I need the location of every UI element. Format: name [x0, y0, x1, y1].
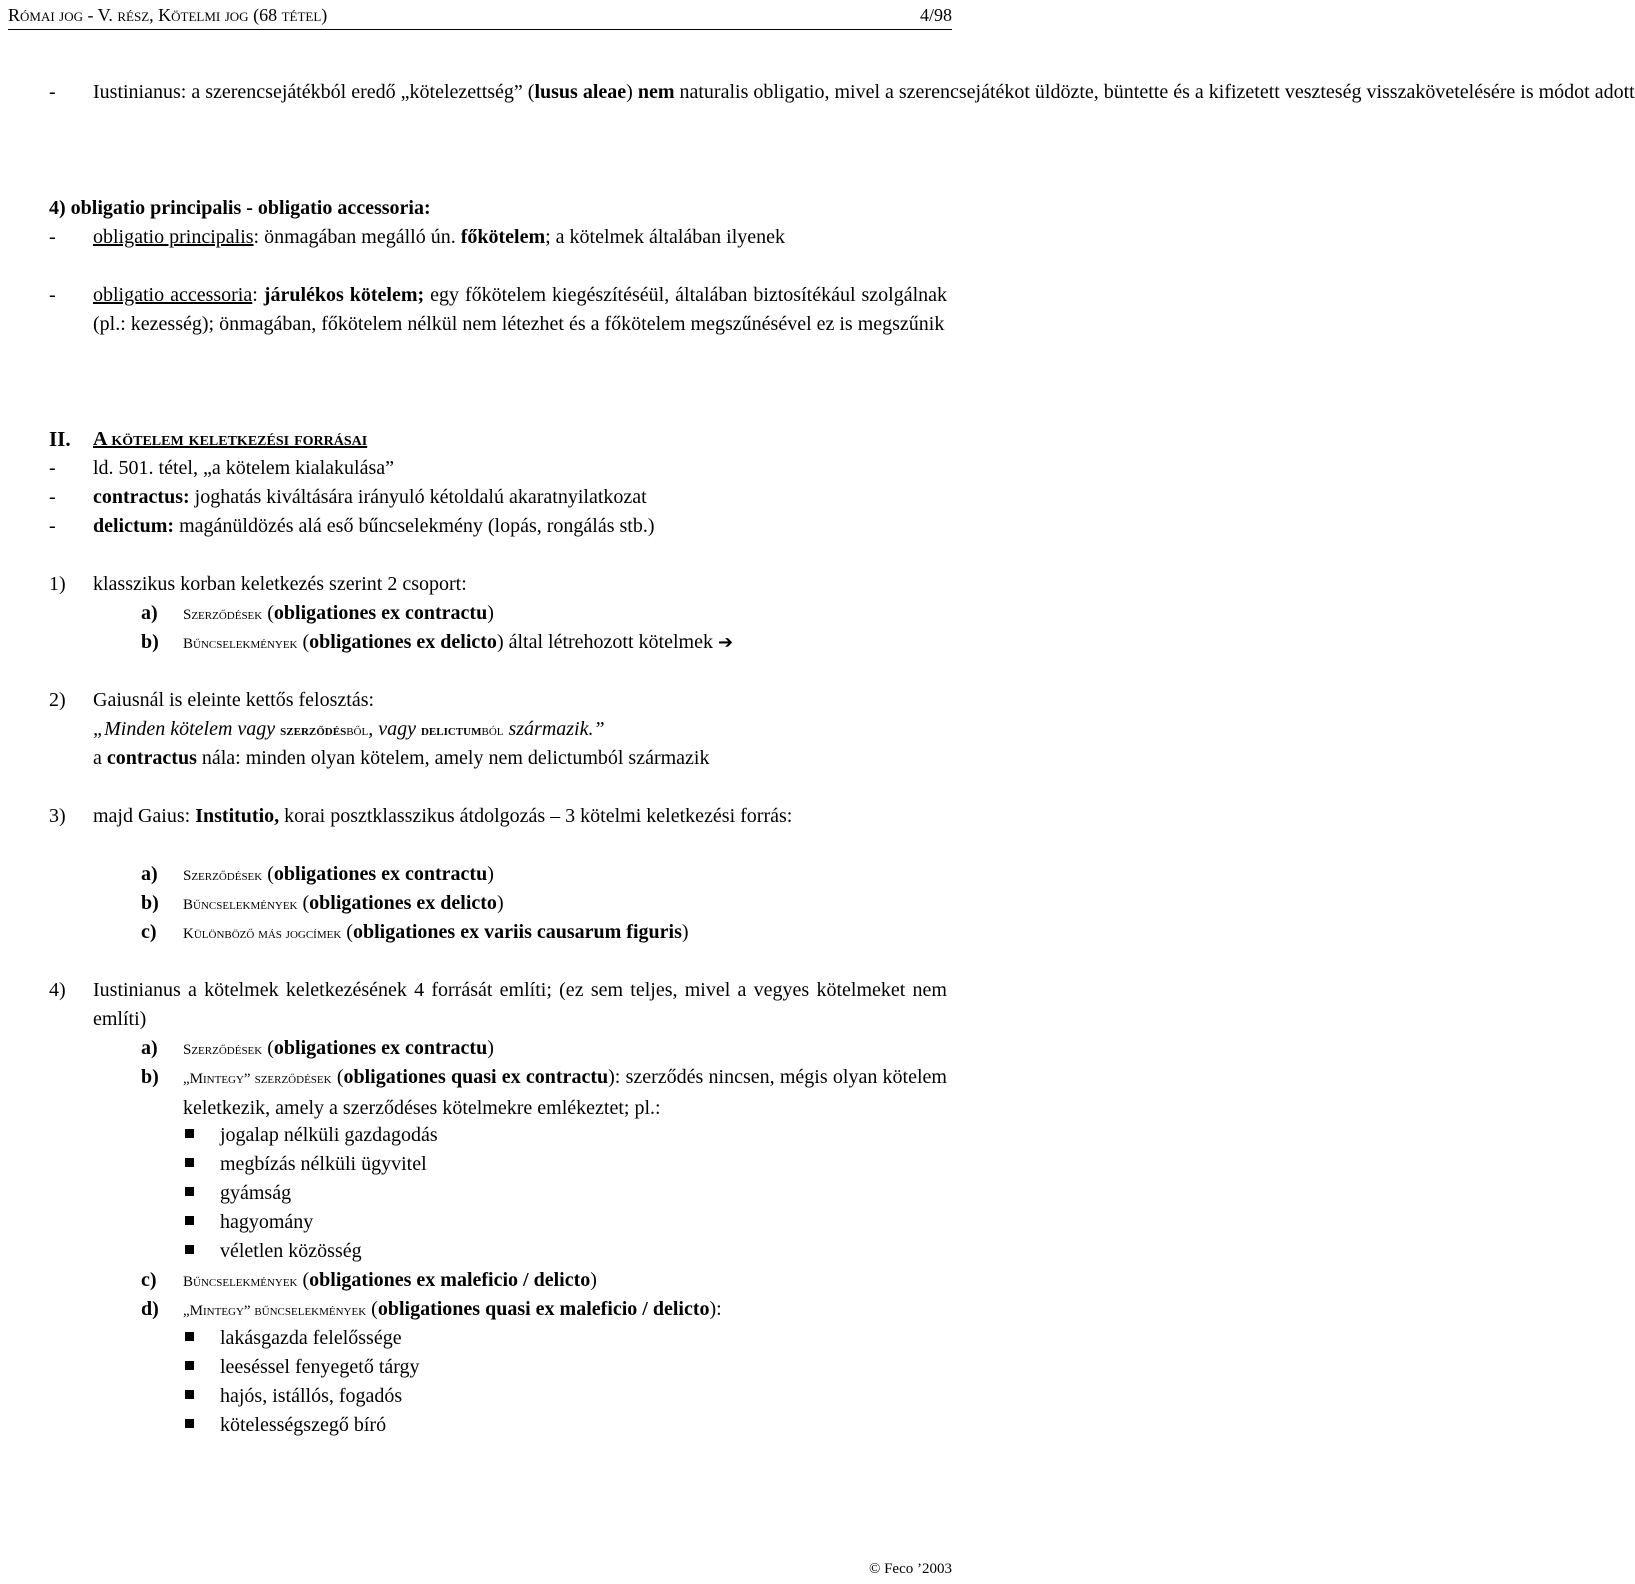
section-4-heading: 4) obligatio principalis - obligatio accessoria:: [49, 197, 431, 219]
point-4-d-list: [49, 1324, 947, 1440]
square-bullet-icon: [185, 1129, 194, 1138]
square-bullet-icon: [185, 1419, 194, 1428]
list-item: jogalap nélküli gazdagodás: [185, 1121, 438, 1150]
list-item: véletlen közösség: [185, 1237, 362, 1266]
list-item: megbízás nélküli ügyvitel: [185, 1150, 427, 1179]
square-bullet-icon: [185, 1216, 194, 1225]
square-bullet-icon: [185, 1245, 194, 1254]
section-ii-title: A kötelem keletkezési forrásai: [93, 428, 368, 450]
page-header: [8, 0, 952, 30]
point-3: 3) majd Gaius: Institutio, korai posztklasszikus átdolgozás – 3 kötelmi keletkezési forrás:: [49, 805, 793, 827]
page-footer: © Feco ’2003: [868, 1561, 952, 1577]
point-4-b-list: [49, 1121, 947, 1266]
page-number: 4/98: [919, 5, 952, 25]
point-4-b: b) „Mintegy” szerződések (obligationes quasi ex contractu): szerződés nincsen, mégis olyan kötelem keletkezik, amely a szerződéses kötelmekre emlékeztet; pl.:: [141, 1066, 947, 1119]
list-item: leeséssel fenyegető tárgy: [185, 1353, 420, 1382]
right-arrow-icon: ➔: [717, 632, 734, 653]
square-bullet-icon: [185, 1361, 194, 1370]
iustinianus-paragraph: - Iustinianus: a szerencsejátékból eredő „kötelezettség” (lusus aleae) nem naturalis obligatio, mivel a szerencsejátékot üldözte, büntette és a kifizetett veszteség visszakövetelésére is módot adott: [49, 81, 1635, 103]
principalis-item: - obligatio principalis: önmagában megálló ún. főkötelem; a kötelmek általában ilyenek: [49, 226, 786, 248]
header-title: Római jog - V. rész, Kötelmi jog (68 tétel): [8, 5, 328, 25]
section-ii-heading: II. A kötelem keletkezési forrásai: [49, 425, 947, 455]
square-bullet-icon: [185, 1158, 194, 1167]
list-item: hajós, istállós, fogadós: [185, 1382, 402, 1411]
list-item: hagyomány: [185, 1208, 313, 1237]
list-item: kötelességszegő bíró: [185, 1411, 386, 1440]
list-item: gyámság: [185, 1179, 291, 1208]
point-4: 4) Iustinianus a kötelmek keletkezésének 4 forrását említi; (ez sem teljes, mivel a vegyes kötelmeket nem említi): [49, 979, 947, 1030]
list-item: lakásgazda felelőssége: [185, 1324, 402, 1353]
square-bullet-icon: [185, 1332, 194, 1341]
square-bullet-icon: [185, 1187, 194, 1196]
accessoria-item: - obligatio accessoria: járulékos kötelem; egy főkötelem kiegészítéséül, általában biztosítékául szolgálnak (pl.: kezesség); önmagában, főkötelem nélkül nem létezhet és a főkötelem megszűnésével ez is megszűnik: [49, 284, 948, 335]
square-bullet-icon: [185, 1390, 194, 1399]
